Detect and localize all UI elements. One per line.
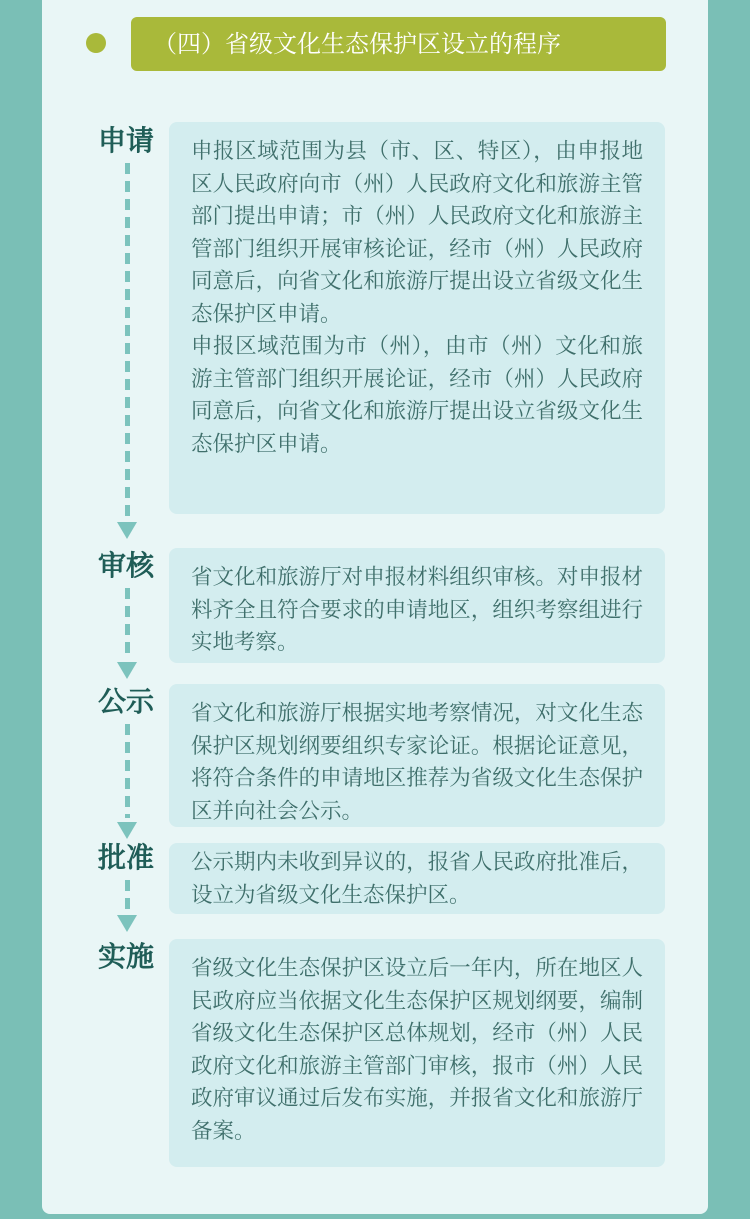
arrow-down-icon [117,522,137,539]
connector-line-2 [125,588,130,658]
step-label-publicize: 公示 [98,685,155,718]
step-text: 省文化和旅游厅对申报材料组织审核。对申报材料齐全且符合要求的申请地区，组织考察组进行实地考察。 [191,565,643,655]
step-label-apply: 申请 [98,124,155,157]
step-label-implement: 实施 [98,940,155,973]
step-text: 省级文化生态保护区设立后一年内，所在地区人民政府应当依据文化生态保护区规划纲要，编制省级文化生态保护区总体规划，经市（州）人民政府文化和旅游主管部门审核，报市（州）人民政府审议通过后发布实施，并报省文化和旅游厅备案。 [191,956,643,1144]
connector-line-4 [125,880,130,913]
bullet-dot [86,33,106,53]
connector-line-3 [125,724,130,818]
step-box-apply [169,122,665,514]
step-label-approve: 批准 [98,841,155,874]
step-box-approve [169,843,665,914]
arrow-down-icon [117,662,137,679]
connector-line-1 [125,163,130,518]
step-text: 省文化和旅游厅根据实地考察情况，对文化生态保护区规划纲要组织专家论证。根据论证意见，将符合条件的申请地区推荐为省级文化生态保护区并向社会公示。 [191,701,643,824]
step-box-review [169,548,665,663]
section-heading: （四）省级文化生态保护区设立的程序 [131,17,666,71]
step-text: 申报区域范围为市（州），由市（州）文化和旅游主管部门组织开展论证，经市（州）人民政府同意后，向省文化和旅游厅提出设立省级文化生态保护区申请。 [191,334,643,457]
step-box-publicize [169,684,665,827]
step-label-review: 审核 [98,549,155,582]
step-text: 申报区域范围为县（市、区、特区），由申报地区人民政府向市（州）人民政府文化和旅游主管部门提出申请；市（州）人民政府文化和旅游主管部门组织开展审核论证，经市（州）人民政府同意后，向省文化和旅游厅提出设立省级文化生态保护区申请。 [191,139,643,327]
arrow-down-icon [117,822,137,839]
step-text: 公示期内未收到异议的，报省人民政府批准后，设立为省级文化生态保护区。 [191,850,643,908]
arrow-down-icon [117,915,137,932]
step-box-implement [169,939,665,1167]
